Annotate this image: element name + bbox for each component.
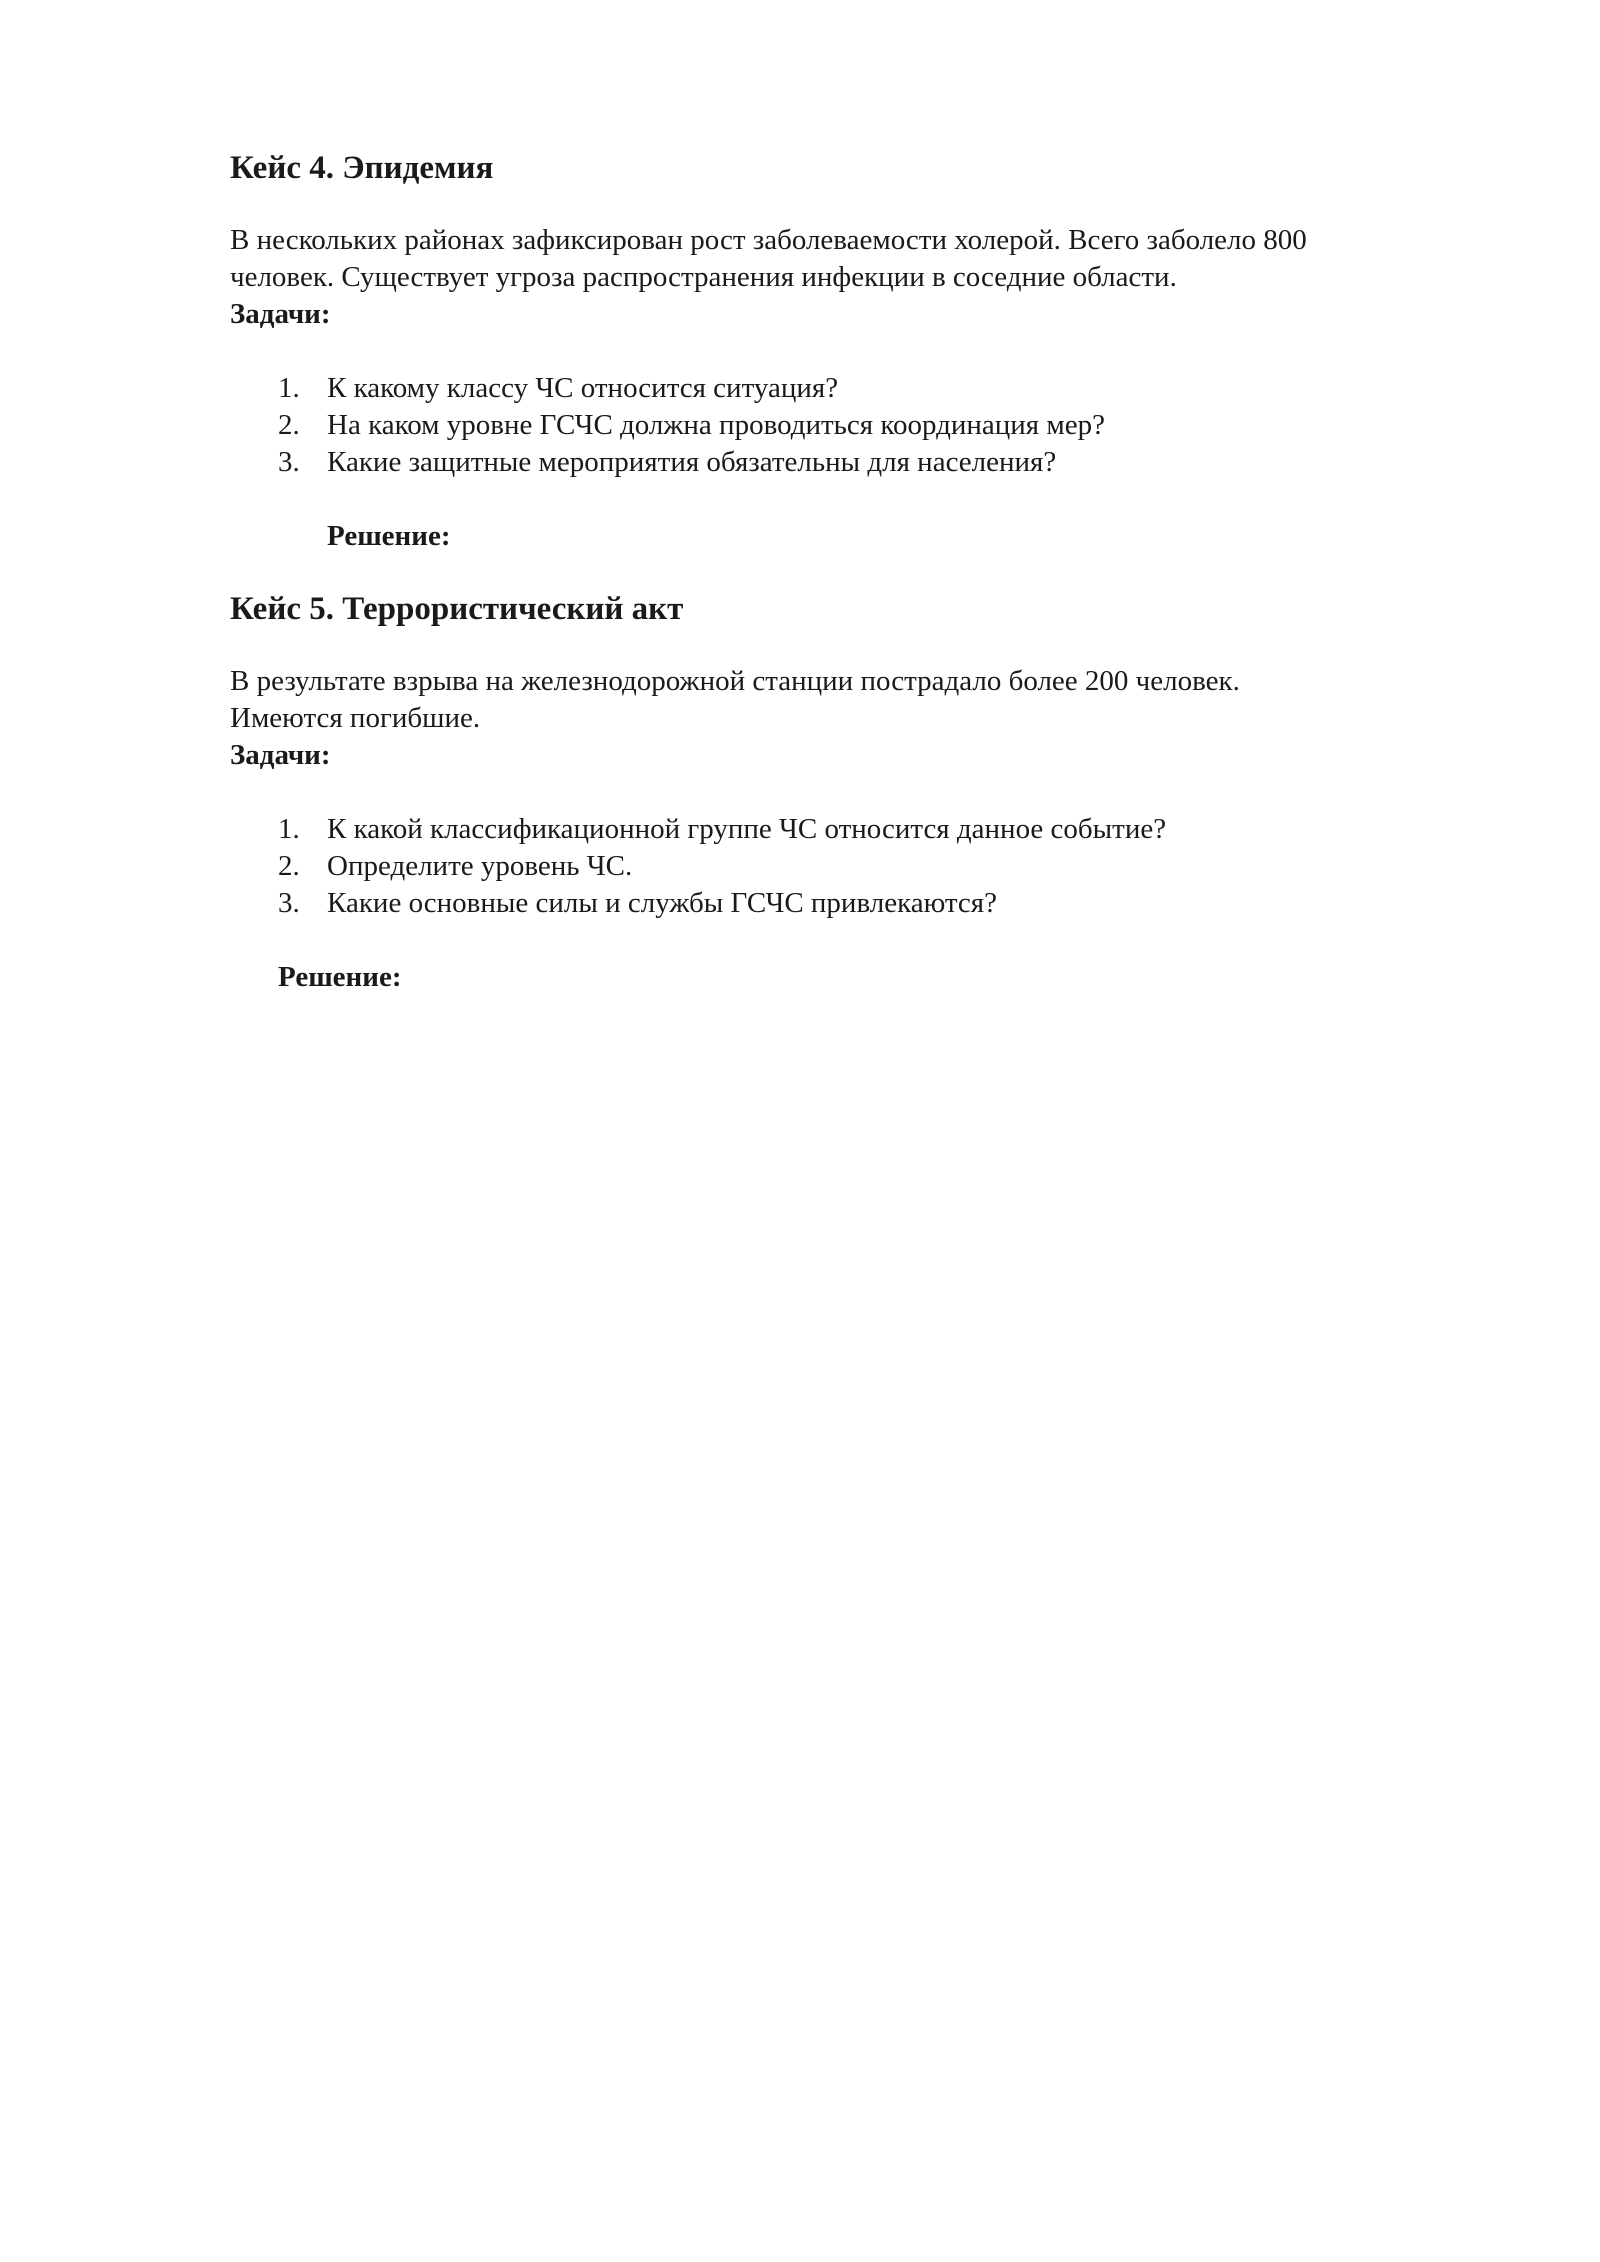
task-text: Какие защитные мероприятия обязательны для населения?	[327, 446, 1057, 478]
case-title: Кейс 5. Террористический акт	[230, 591, 684, 627]
task-text: Определите уровень ЧС.	[327, 850, 633, 882]
task-item	[230, 811, 1470, 848]
case-description-line: Имеются погибшие.	[230, 702, 481, 734]
case-5	[230, 589, 1470, 996]
document-page	[230, 148, 1470, 996]
task-number: 2.	[278, 850, 300, 882]
task-text: На каком уровне ГСЧС должна проводиться координация мер?	[327, 409, 1105, 441]
task-item	[230, 370, 1470, 407]
tasks-label: Задачи:	[230, 298, 331, 330]
task-item	[230, 407, 1470, 444]
task-number: 3.	[278, 887, 300, 919]
task-item	[230, 444, 1470, 481]
task-number: 2.	[278, 409, 300, 441]
task-item	[230, 848, 1470, 885]
case-description-line: В результате взрыва на железнодорожной станции пострадало более 200 человек.	[230, 665, 1240, 697]
task-number: 3.	[278, 446, 300, 478]
task-list	[230, 811, 1470, 922]
solution-label: Решение:	[278, 961, 402, 993]
case-description-line: В нескольких районах зафиксирован рост заболеваемости холерой. Всего заболело 800	[230, 224, 1307, 256]
solution-label: Решение:	[327, 520, 451, 552]
task-text: К какой классификационной группе ЧС относится данное событие?	[327, 813, 1167, 845]
tasks-label: Задачи:	[230, 739, 331, 771]
task-list	[230, 370, 1470, 481]
task-text: К какому классу ЧС относится ситуация?	[327, 372, 839, 404]
case-description-line: человек. Существует угроза распространения инфекции в соседние области.	[230, 261, 1177, 293]
case-title: Кейс 4. Эпидемия	[230, 150, 494, 186]
task-text: Какие основные силы и службы ГСЧС привлекаются?	[327, 887, 998, 919]
task-item	[230, 885, 1470, 922]
task-number: 1.	[278, 372, 300, 404]
task-number: 1.	[278, 813, 300, 845]
case-4	[230, 148, 1470, 555]
